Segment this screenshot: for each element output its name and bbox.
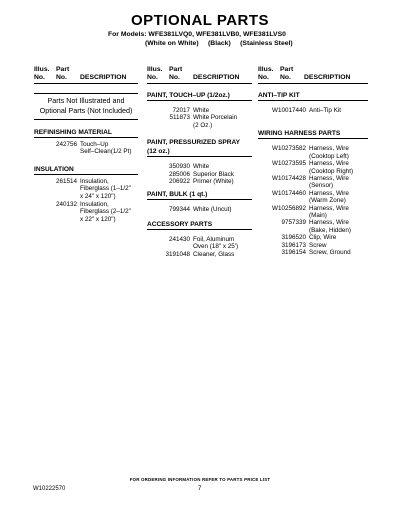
section-title-paint-spray-size: (12 oz.) <box>147 148 252 157</box>
part-row <box>34 141 138 156</box>
part-description: Harness, Wire (Warm Zone) <box>309 189 349 205</box>
column-3 <box>258 66 368 257</box>
part-description: Cleaner, Glass <box>193 250 235 258</box>
column-1 <box>34 66 138 223</box>
part-number: 799344 <box>168 206 190 214</box>
section-title-paint-touchup: PAINT, TOUCH–UP (1/2oz.) <box>147 92 252 101</box>
part-row <box>258 160 368 175</box>
section-title-paint-bulk: PAINT, BULK (1 qt.) <box>147 191 252 200</box>
page-title: OPTIONAL PARTS <box>130 12 270 29</box>
part-row <box>147 171 252 178</box>
part-row <box>147 206 252 213</box>
part-description: White <box>193 163 210 171</box>
part-number: 9757339 <box>281 219 306 227</box>
part-description: Screw <box>309 241 327 249</box>
part-row <box>147 178 252 185</box>
part-number: 3191048 <box>165 250 190 258</box>
section-title-wiring-harness: WIRING HARNESS PARTS <box>258 130 368 139</box>
part-number: 3196520 <box>281 234 306 242</box>
part-row <box>147 163 252 170</box>
part-number: W10273595 <box>272 160 306 168</box>
part-description: Insulation, Fiberglass (1–1/2" x 24" x 120") <box>80 177 131 200</box>
part-number: 350930 <box>168 163 190 171</box>
ordering-info-footer: FOR ORDERING INFORMATION REFER TO PARTS PRICE LIST <box>129 477 271 482</box>
section-title-anti-tip: ANTI–TIP KIT <box>258 92 368 101</box>
part-row <box>258 219 368 234</box>
part-number: 285006 <box>168 170 190 178</box>
section-title-paint-spray: PAINT, PRESSURIZED SPRAY <box>147 139 241 147</box>
part-row <box>258 234 368 241</box>
part-row <box>258 145 368 160</box>
part-number: W10273582 <box>272 145 306 153</box>
part-row <box>34 201 138 223</box>
part-description: Harness, Wire (Cooktop Left) <box>309 145 349 160</box>
part-number: 511873 <box>169 114 190 122</box>
part-description: White <box>193 107 210 114</box>
part-number: 240132 <box>55 201 77 209</box>
part-row <box>258 205 368 220</box>
part-number: 3196154 <box>281 249 306 257</box>
column-2 <box>147 66 252 258</box>
part-description: Harness, Wire (Main) <box>309 204 349 220</box>
model-list: For Models: WFE381LVQ0, WFE381LVB0, WFE381LVS0 <box>108 31 286 38</box>
part-number: W10256892 <box>272 204 306 212</box>
part-number: 242756 <box>55 141 77 148</box>
part-number: W10174428 <box>272 175 306 183</box>
part-number: 206922 <box>168 178 190 186</box>
part-number: 241430 <box>168 235 190 243</box>
part-number: 261514 <box>55 177 77 185</box>
part-number: W10174460 <box>272 189 306 197</box>
part-row <box>258 190 368 205</box>
color-variants: (White on White) (Black) (Stainless Steel) <box>145 40 293 47</box>
part-row <box>34 178 138 200</box>
parts-not-illustrated-note: Parts Not Illustrated and Optional Parts (Not Included) <box>34 93 138 120</box>
column-header: Illus. No. Part No. DESCRIPTION <box>258 66 368 84</box>
part-row <box>147 236 252 251</box>
part-row <box>147 114 252 129</box>
column-header: Illus. No. Part No. DESCRIPTION <box>34 66 138 84</box>
part-description: Foil, Aluminum Oven (18" x 25') <box>193 235 239 251</box>
part-description: Screw, Ground <box>309 249 351 257</box>
part-number: W10017440 <box>272 107 306 114</box>
part-row <box>258 249 368 256</box>
part-description: Superior Black <box>193 170 234 178</box>
part-row <box>258 242 368 249</box>
document-number: W10222570 <box>33 486 66 492</box>
section-title-refinishing: REFINISHING MATERIAL <box>34 129 138 138</box>
part-description: White (Uncut) <box>193 206 232 214</box>
part-description: Clip, Wire <box>309 234 337 242</box>
part-description: Harness, Wire (Cooktop Right) <box>309 160 354 175</box>
part-row <box>258 107 368 114</box>
part-description: Harness, Wire (Sensor) <box>309 175 349 190</box>
column-header: Illus. No. Part No. DESCRIPTION <box>147 66 252 84</box>
section-title-accessory: ACCESSORY PARTS <box>147 221 252 230</box>
part-description: White Porcelain (2 Oz.) <box>193 114 238 129</box>
section-title-insulation: INSULATION <box>34 166 138 175</box>
page-number: 7 <box>198 486 202 492</box>
part-row <box>147 107 252 114</box>
part-description: Anti–Tip Kit <box>309 107 341 114</box>
part-description: Primer (White) <box>193 178 234 186</box>
part-description: Harness, Wire (Bake, Hidden) <box>309 219 351 234</box>
part-row <box>147 251 252 258</box>
part-number: 72017 <box>172 107 190 114</box>
part-description: Insulation, Fiberglass (2–1/2" x 22" x 120") <box>80 201 131 223</box>
part-row <box>258 175 368 190</box>
part-description: Touch–Up Self–Clean(1/2 Pt) <box>80 141 132 156</box>
part-number: 3196173 <box>281 241 306 249</box>
